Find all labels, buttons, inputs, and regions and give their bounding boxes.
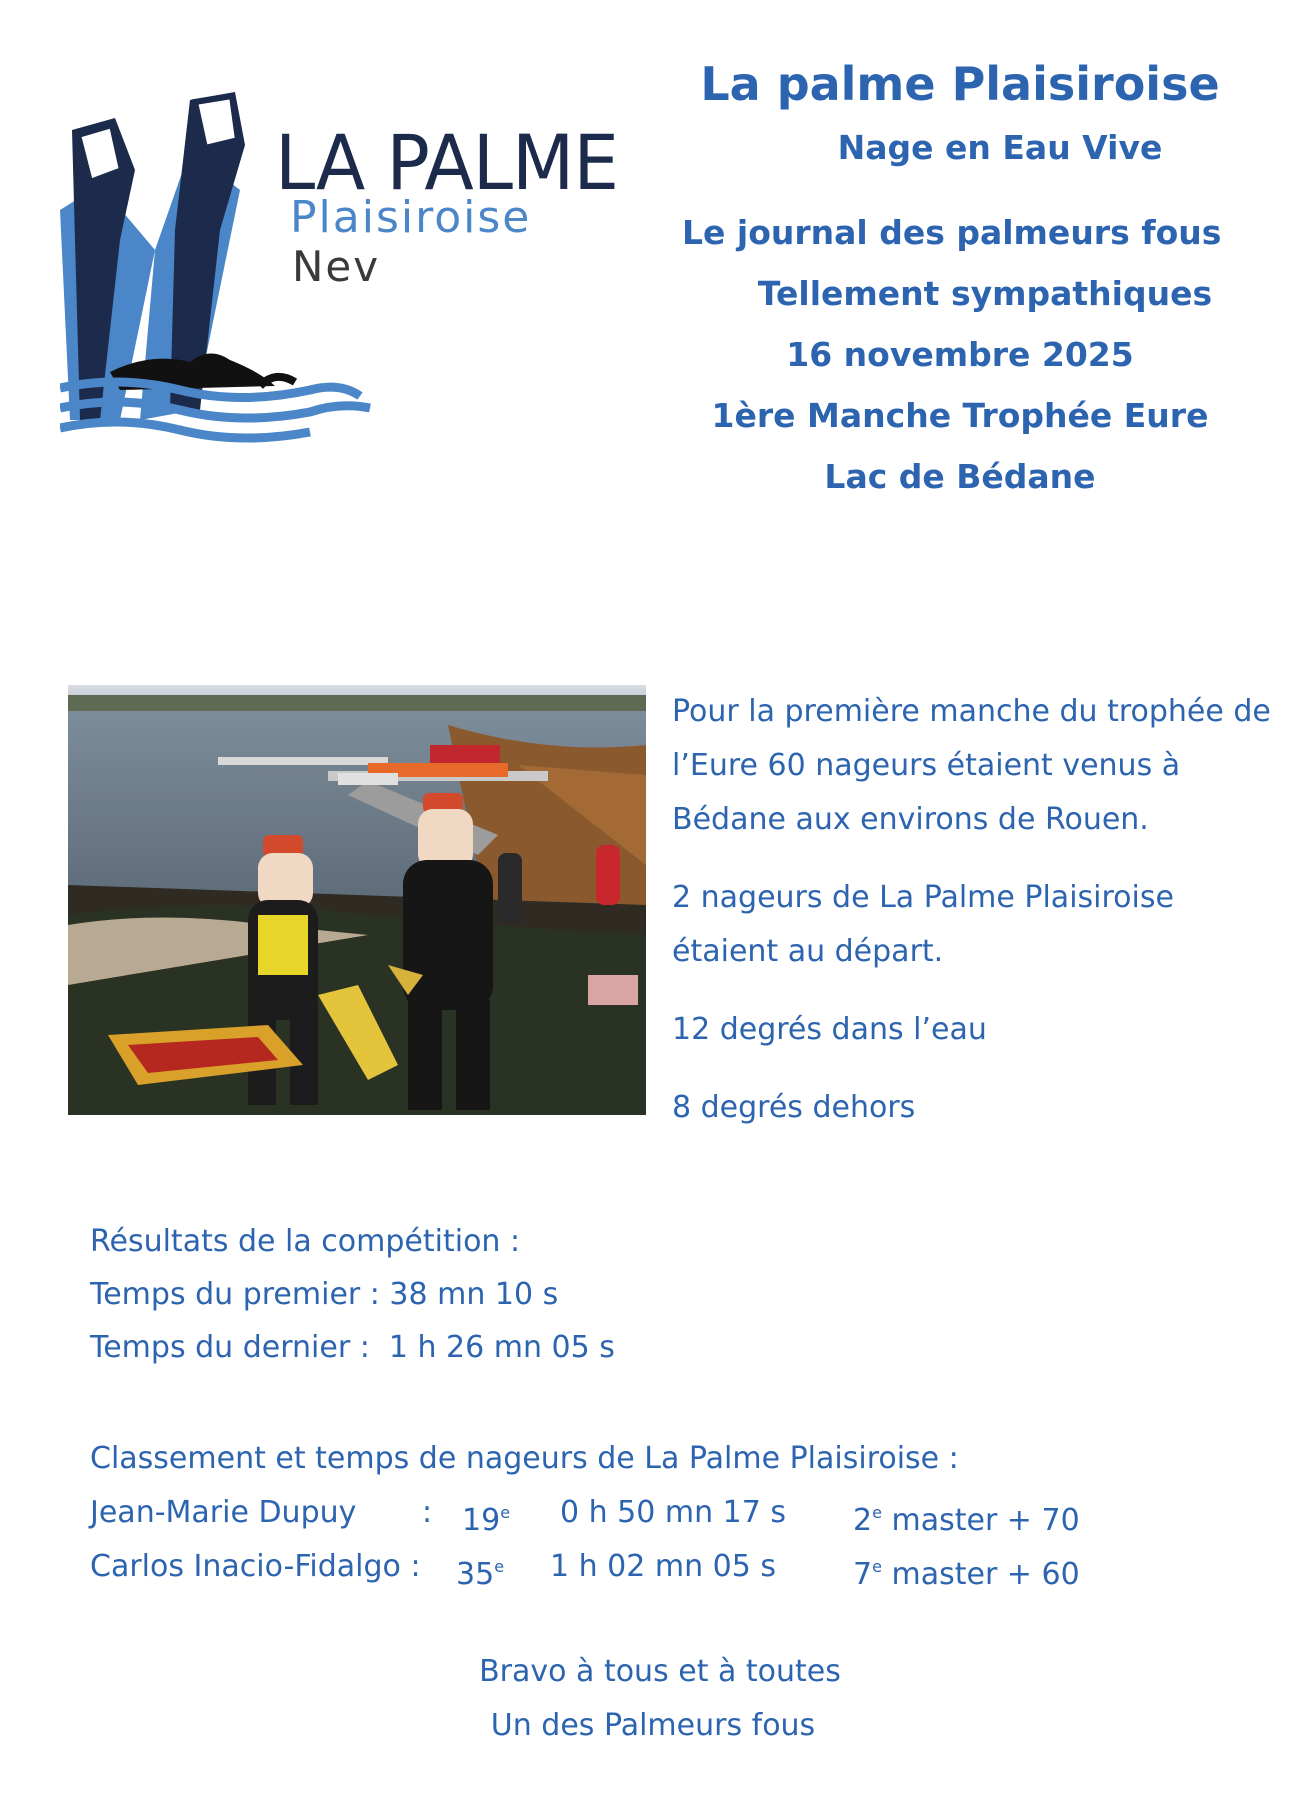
ranking-section (90, 1432, 1080, 1594)
participants-paragraph: 2 nageurs de La Palme Plaisiroise étaient au départ. (672, 880, 1174, 969)
intro-section (672, 685, 1272, 1135)
first-time: Temps du premier : 38 mn 10 s (90, 1277, 559, 1312)
results-section (90, 1215, 615, 1374)
last-time: Temps du dernier : 1 h 26 mn 05 s (90, 1330, 615, 1365)
swimmer-name: Carlos Inacio-Fidalgo : (90, 1549, 421, 1584)
logo-title: LA PALME (275, 118, 619, 207)
water-temperature: 12 degrés dans l’eau (672, 1012, 987, 1047)
discipline: Nage en Eau Vive (837, 128, 1163, 167)
overall-place: 35e (456, 1557, 505, 1592)
separator: : (422, 1495, 433, 1530)
issue-date: 16 novembre 2025 (786, 335, 1134, 374)
logo-subtitle: Plaisiroise (290, 192, 532, 243)
closing-signature: Un des Palmeurs fous (490, 1708, 816, 1743)
event-photo (68, 685, 646, 1115)
club-logo (60, 90, 620, 490)
header (640, 48, 1280, 507)
intro-paragraph: Pour la première manche du trophée de l’Eure 60 nageurs étaient venus à Bédane aux environs de Rouen. (672, 694, 1271, 837)
ranking-heading: Classement et temps de nageurs de La Palme Plaisiroise : (90, 1441, 959, 1476)
journal-tagline: Tellement sympathiques (757, 274, 1213, 313)
overall-place: 19e (462, 1503, 511, 1538)
ranking-row (90, 1540, 1080, 1594)
logo-acronym: Nev (292, 242, 381, 291)
event-location: Lac de Bédane (824, 457, 1096, 496)
event-name: 1ère Manche Trophée Eure (711, 396, 1209, 435)
category-rank: 7e master + 60 (853, 1557, 1080, 1592)
closing-congrats: Bravo à tous et à toutes (479, 1654, 841, 1689)
closing-section (0, 1645, 1306, 1753)
category-rank: 2e master + 70 (853, 1503, 1080, 1538)
results-heading: Résultats de la compétition : (90, 1224, 521, 1259)
ranking-row (90, 1486, 1080, 1540)
swim-time: 1 h 02 mn 05 s (550, 1549, 776, 1584)
swim-time: 0 h 50 mn 17 s (560, 1495, 786, 1530)
swimmer-name: Jean-Marie Dupuy (90, 1495, 357, 1530)
journal-title: Le journal des palmeurs fous (682, 213, 1222, 252)
club-name: La palme Plaisiroise (700, 57, 1220, 111)
air-temperature: 8 degrés dehors (672, 1090, 916, 1125)
